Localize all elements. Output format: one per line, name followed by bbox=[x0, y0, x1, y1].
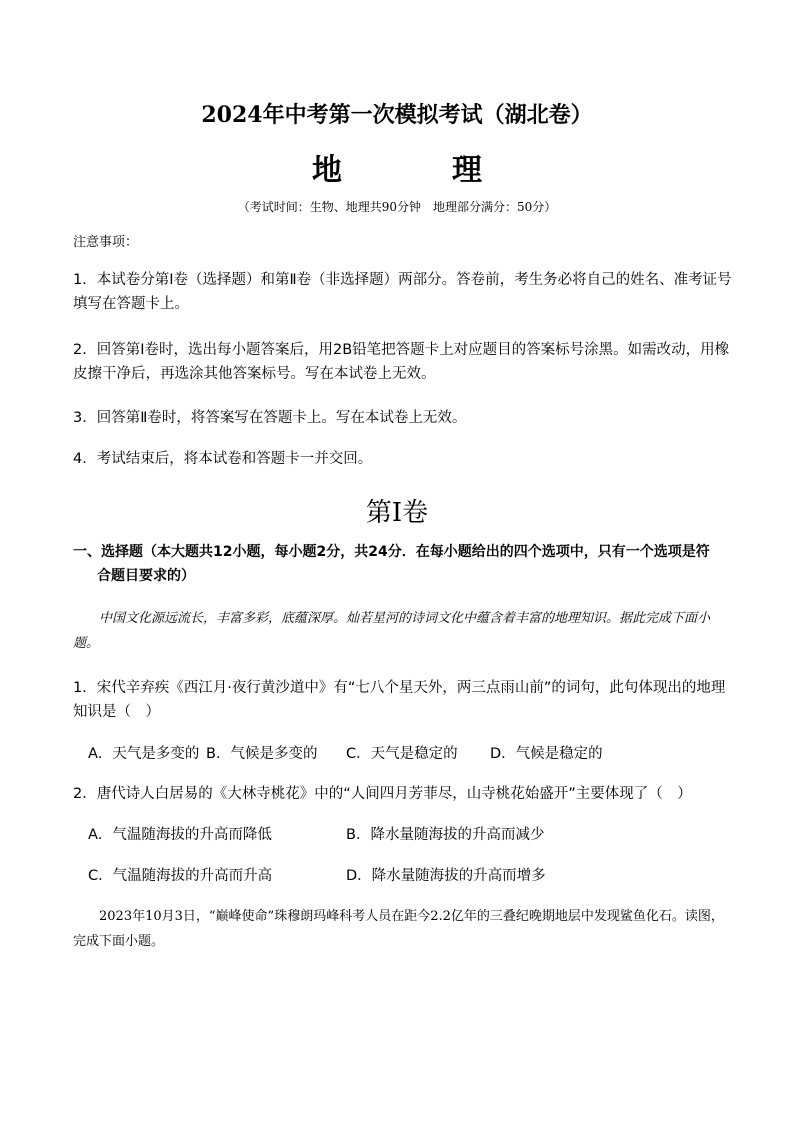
option-d: D．降水量随海拔的升高而增多 bbox=[346, 868, 546, 884]
question-options bbox=[88, 823, 728, 847]
option-a: A．天气是多变的 bbox=[88, 746, 200, 762]
question-options bbox=[88, 864, 728, 888]
passage-intro: 中国文化源远流长，丰富多彩，底蕴深厚。灿若星河的诗词文化中蕴含着丰富的地理知识。据此完成下面小题。 bbox=[73, 611, 711, 651]
note-item: 3．回答第Ⅱ卷时，将答案写在答题卡上。写在本试卷上无效。 bbox=[73, 410, 467, 426]
notes-heading: 注意事项： bbox=[73, 235, 139, 250]
exam-time-note: （考试时间：生物、地理共90分钟 地理部分满分：50分） bbox=[237, 200, 557, 214]
option-b: B．降水量随海拔的升高而减少 bbox=[346, 827, 545, 843]
option-c: C．气温随海拔的升高而升高 bbox=[88, 868, 273, 884]
option-b: B．气候是多变的 bbox=[206, 746, 318, 762]
passage-intro: 2023年10月3日，“巅峰使命”珠穆朗玛峰科考人员在距今2.2亿年的三叠纪晚期地层中发现鲨鱼化石。读图，完成下面小题。 bbox=[73, 909, 724, 949]
note-item: 2．回答第Ⅰ卷时，选出每小题答案后，用2B铅笔把答题卡上对应题目的答案标号涂黑。如需改动，用橡皮擦干净后，再选涂其他答案标号。写在本试卷上无效。 bbox=[73, 342, 730, 382]
option-c: C．天气是稳定的 bbox=[346, 746, 458, 762]
part-heading-line2: 合题目要求的） bbox=[97, 568, 195, 584]
question-stem: 1．宋代辛弃疾《西江月·夜行黄沙道中》有“七八个星天外，两三点雨山前”的词句，此句体现出的地理知识是（ ） bbox=[73, 680, 726, 720]
option-d: D．气候是稳定的 bbox=[490, 746, 603, 762]
section-title: 第Ⅰ卷 bbox=[365, 498, 429, 528]
subject-title: 地 理 bbox=[312, 153, 522, 188]
question-stem: 2．唐代诗人白居易的《大林寺桃花》中的“人间四月芳菲尽，山寺桃花始盛开”主要体现了（ ） bbox=[73, 786, 692, 802]
question-options bbox=[88, 742, 728, 766]
part-heading-line1: 一、选择题（本大题共12小题，每小题2分，共24分．在每小题给出的四个选项中，只有一个选项是符 bbox=[73, 544, 710, 560]
exam-title: 2024年中考第一次模拟考试（湖北卷） bbox=[201, 102, 593, 128]
option-a: A．气温随海拔的升高而降低 bbox=[88, 827, 272, 843]
note-item: 1．本试卷分第Ⅰ卷（选择题）和第Ⅱ卷（非选择题）两部分。答卷前，考生务必将自己的姓名、准考证号填写在答题卡上。 bbox=[73, 272, 732, 312]
note-item: 4．考试结束后，将本试卷和答题卡一并交回。 bbox=[73, 451, 373, 467]
part-heading bbox=[73, 540, 733, 588]
